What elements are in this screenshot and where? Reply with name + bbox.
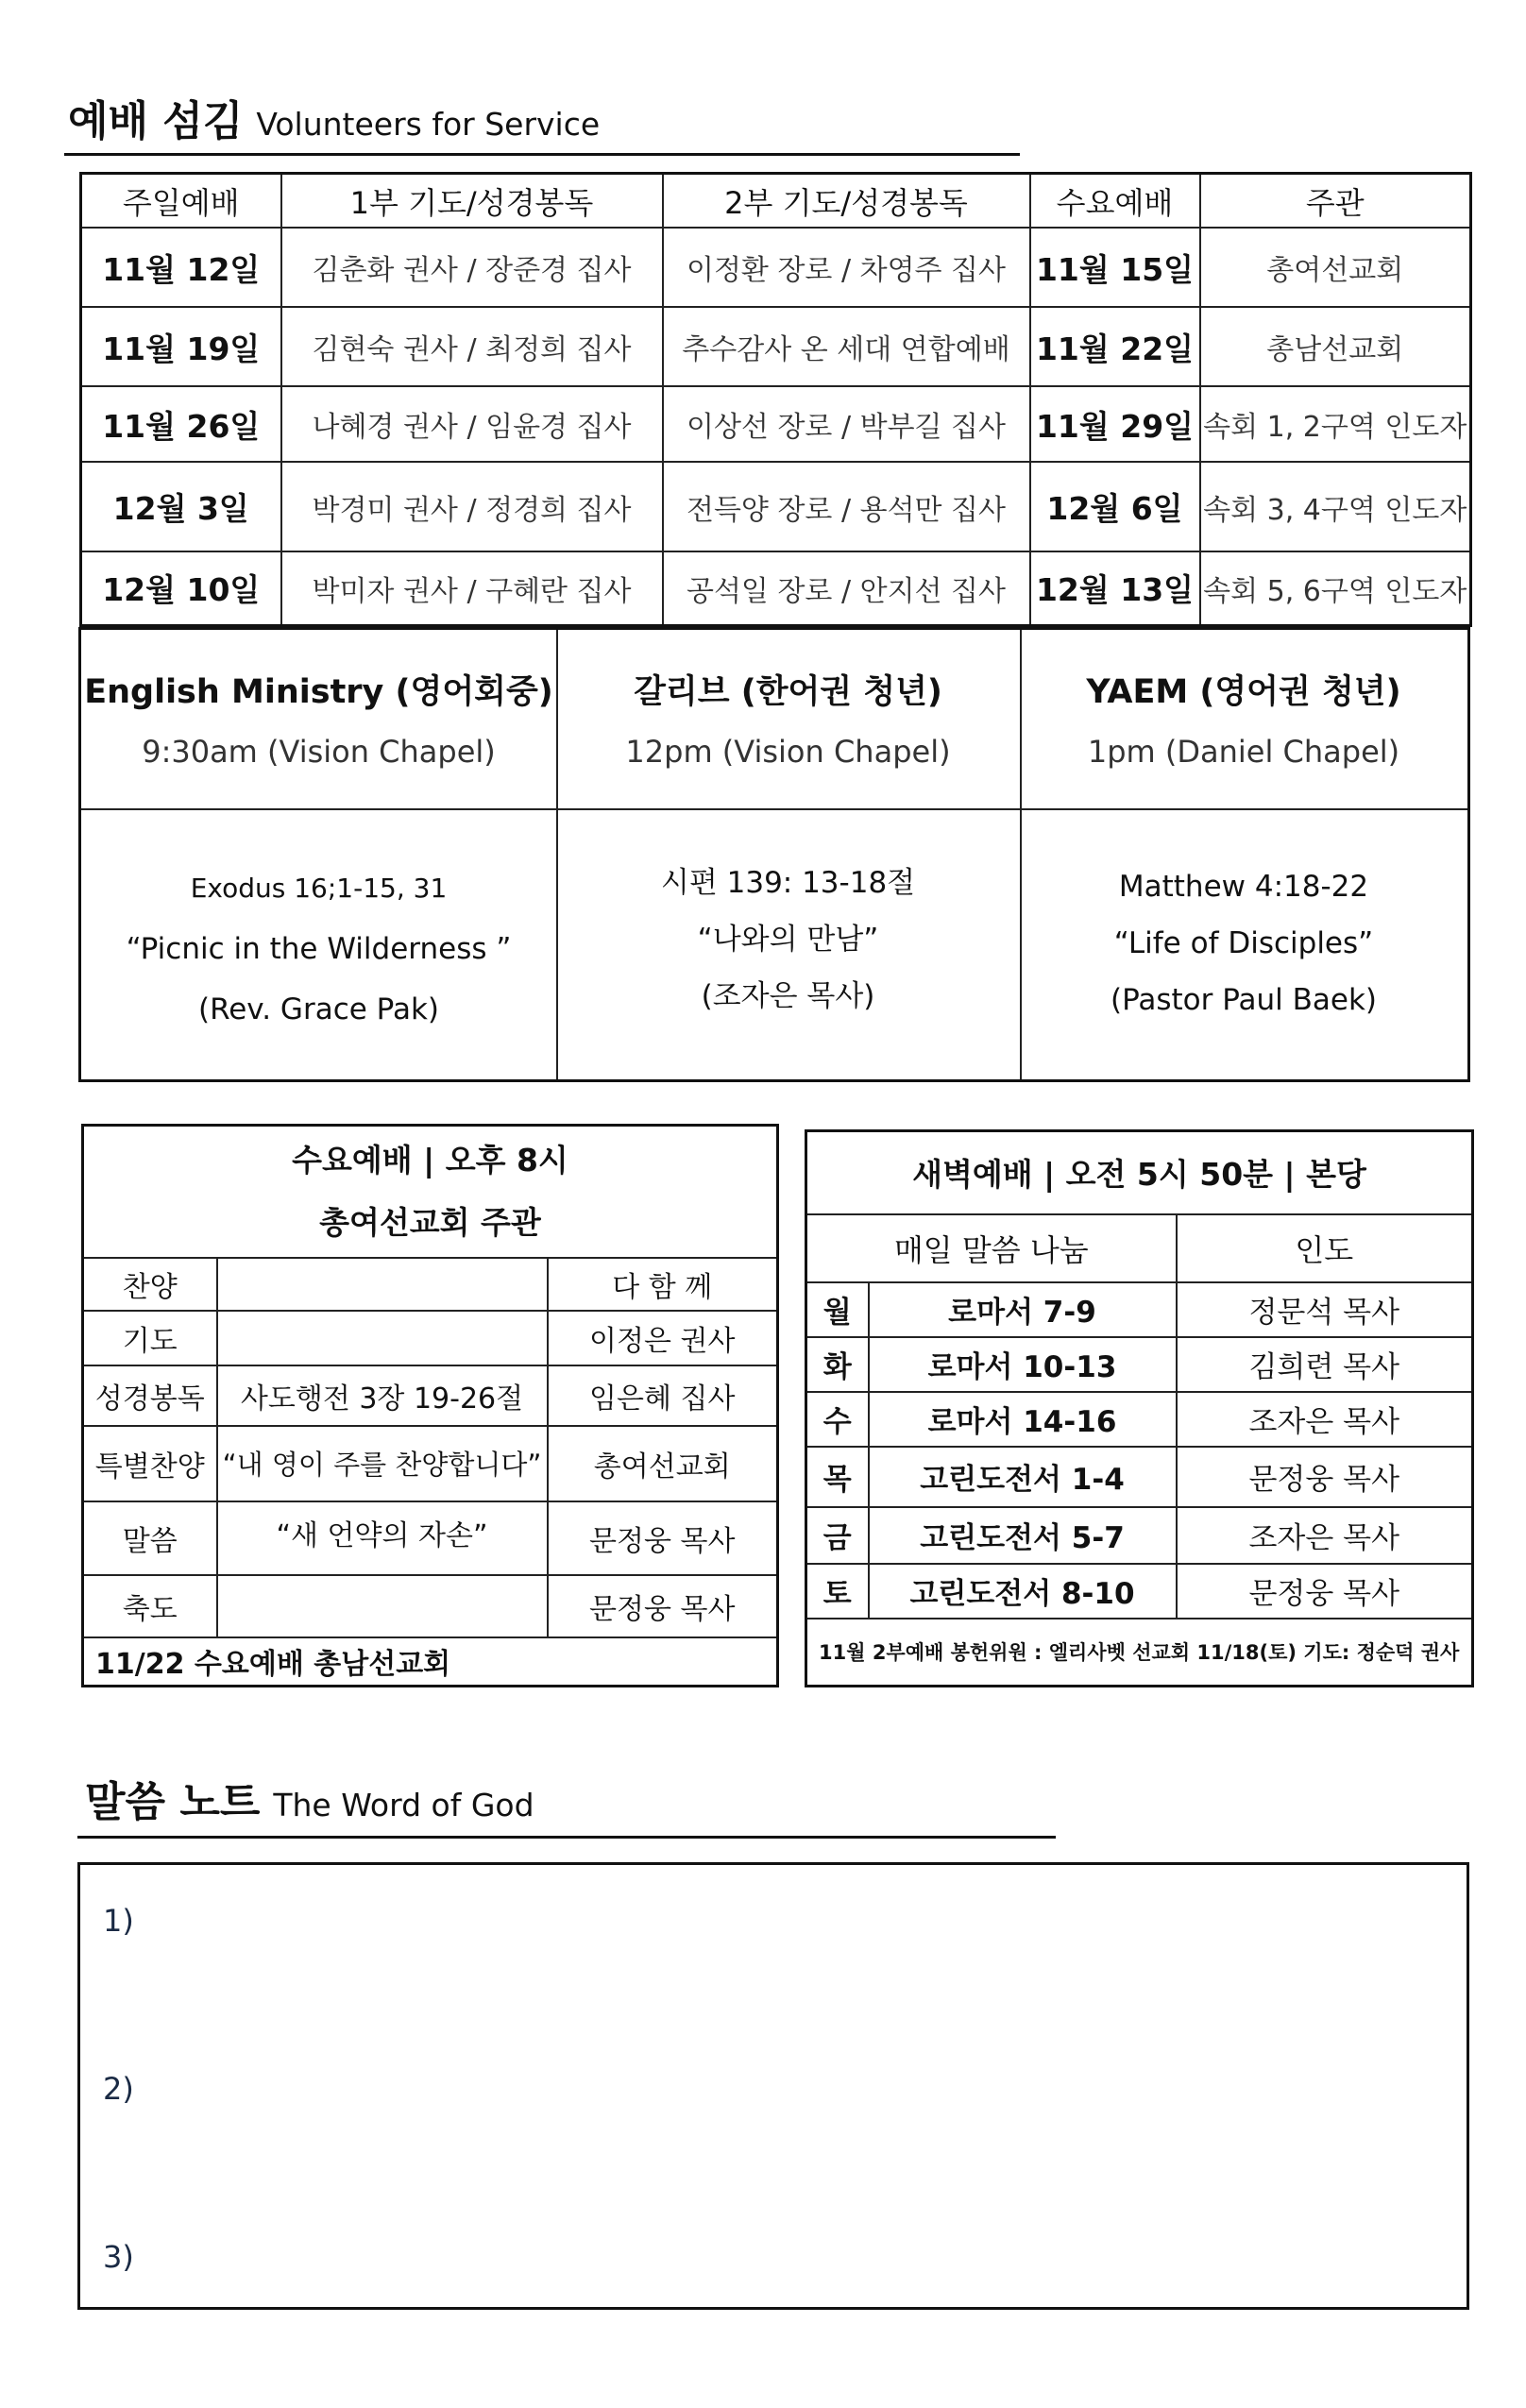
order-label: 찬양: [83, 1258, 217, 1311]
ministry-scripture: 시편 139: 13-18절: [660, 866, 916, 900]
order-label: 말씀: [83, 1501, 217, 1575]
host: 총여선교회: [1200, 228, 1471, 307]
order-label: 성경봉독: [83, 1365, 217, 1426]
dawn-day: 월: [806, 1282, 869, 1337]
header-first-service: 1부 기도/성경봉독: [281, 174, 663, 229]
sunday-date: 11월 26일: [81, 386, 281, 462]
word-note-divider: [77, 1836, 1056, 1839]
ministries-row-divider: [81, 808, 1467, 810]
dawn-day: 수: [806, 1392, 869, 1447]
sunday-date: 11월 12일: [81, 228, 281, 307]
table-row: [81, 551, 1471, 625]
ministry-title: YAEM (영어권 청년): [1086, 673, 1401, 711]
order-content: “내 영이 주를 찬양합니다”: [217, 1426, 548, 1501]
dawn-title-row: [806, 1131, 1473, 1214]
ministry-sermon-title: “나와의 만남”: [697, 923, 879, 957]
order-label: 특별찬양: [83, 1426, 217, 1501]
ministry-english: [81, 666, 556, 770]
second-service-volunteers: 공석일 장로 / 안지선 집사: [663, 551, 1030, 625]
table-row: [83, 1575, 778, 1637]
word-note-heading: [85, 1768, 534, 1828]
host: 속회 1, 2구역 인도자: [1200, 386, 1471, 462]
dawn-title: 새벽예배 | 오전 5시 50분 | 본당: [806, 1131, 1473, 1214]
order-person: 문정웅 목사: [548, 1575, 778, 1637]
ministry-yaem-sermon: [1020, 858, 1467, 1028]
volunteers-heading: [68, 87, 600, 147]
order-content: 사도행전 3장 19-26절: [217, 1365, 548, 1426]
wednesday-date: 12월 13일: [1030, 551, 1200, 625]
table-row: [81, 462, 1471, 551]
wednesday-footer-row: [83, 1637, 778, 1687]
wednesday-footer: 11/22 수요예배 총남선교회: [83, 1637, 778, 1687]
ministries-box: [78, 627, 1470, 1082]
order-content: [217, 1311, 548, 1365]
word-note-box: [77, 1862, 1469, 2310]
table-row: [81, 228, 1471, 307]
note-item-1: 1): [103, 1903, 134, 1939]
sunday-date: 12월 3일: [81, 462, 281, 551]
volunteers-table: [79, 172, 1472, 627]
second-service-volunteers: 이정환 장로 / 차영주 집사: [663, 228, 1030, 307]
dawn-day: 목: [806, 1447, 869, 1507]
dawn-footer-row: [806, 1619, 1473, 1687]
dawn-reading: 고린도전서 8-10: [869, 1564, 1177, 1619]
dawn-service-table: [805, 1129, 1474, 1687]
table-row: [83, 1426, 778, 1501]
header-host: 주관: [1200, 174, 1471, 229]
wednesday-date: 11월 22일: [1030, 307, 1200, 386]
ministry-time: 12pm (Vision Chapel): [625, 734, 951, 770]
header-sunday: 주일예배: [81, 174, 281, 229]
note-item-3: 3): [103, 2239, 134, 2275]
dawn-header-reading: 매일 말씀 나눔: [806, 1214, 1177, 1282]
dawn-day: 화: [806, 1337, 869, 1392]
volunteers-divider: [64, 153, 1020, 156]
order-person: 다 함 께: [548, 1258, 778, 1311]
dawn-footer: 11월 2부예배 봉헌위원 : 엘리사벳 선교회 11/18(토) 기도: 정순덕 권사: [806, 1619, 1473, 1687]
second-service-volunteers: 추수감사 온 세대 연합예배: [663, 307, 1030, 386]
table-row: [806, 1447, 1473, 1507]
dawn-leader: 문정웅 목사: [1177, 1447, 1473, 1507]
first-service-volunteers: 박미자 권사 / 구혜란 집사: [281, 551, 663, 625]
wednesday-title-line2: 총여선교회 주관: [319, 1203, 541, 1241]
table-row: [806, 1507, 1473, 1564]
ministry-english-sermon: [81, 858, 556, 1040]
dawn-leader: 김희련 목사: [1177, 1337, 1473, 1392]
ministry-preacher: (Pastor Paul Baek): [1110, 983, 1378, 1017]
table-row: [806, 1392, 1473, 1447]
volunteers-heading-en: Volunteers for Service: [256, 106, 601, 143]
dawn-day: 금: [806, 1507, 869, 1564]
order-person: 총여선교회: [548, 1426, 778, 1501]
ministry-time: 9:30am (Vision Chapel): [142, 734, 496, 770]
host: 총남선교회: [1200, 307, 1471, 386]
ministry-galeb-sermon: [556, 855, 1020, 1025]
dawn-leader: 조자은 목사: [1177, 1392, 1473, 1447]
table-row: [806, 1282, 1473, 1337]
ministry-yaem: [1020, 666, 1467, 770]
table-row: [81, 307, 1471, 386]
note-item-2: 2): [103, 2071, 134, 2107]
wednesday-title-line1: 수요예배 | 오후 8시: [292, 1141, 568, 1179]
ministry-time: 1pm (Daniel Chapel): [1087, 734, 1400, 770]
order-label: 기도: [83, 1311, 217, 1365]
table-row: [806, 1564, 1473, 1619]
wednesday-title: [83, 1126, 778, 1258]
wednesday-service-table: [81, 1124, 779, 1687]
ministry-title: 갈리브 (한어권 청년): [634, 673, 942, 711]
ministry-preacher: (조자은 목사): [701, 979, 875, 1013]
wednesday-date: 11월 15일: [1030, 228, 1200, 307]
order-label: 축도: [83, 1575, 217, 1637]
volunteers-header-row: [81, 174, 1471, 229]
word-note-heading-en: The Word of God: [273, 1787, 534, 1823]
order-person: 이정은 권사: [548, 1311, 778, 1365]
ministry-preacher: (Rev. Grace Pak): [197, 992, 440, 1026]
ministry-scripture: Exodus 16;1-15, 31: [190, 873, 448, 904]
volunteers-heading-ko: 예배 섬김: [68, 97, 244, 145]
dawn-reading: 로마서 14-16: [869, 1392, 1177, 1447]
second-service-volunteers: 이상선 장로 / 박부길 집사: [663, 386, 1030, 462]
table-row: [83, 1311, 778, 1365]
ministry-title: English Ministry (영어회중): [84, 673, 553, 711]
dawn-leader: 조자은 목사: [1177, 1507, 1473, 1564]
table-row: [81, 386, 1471, 462]
table-row: [806, 1337, 1473, 1392]
wednesday-title-row: [83, 1126, 778, 1258]
table-row: [83, 1258, 778, 1311]
word-note-heading-ko: 말씀 노트: [85, 1778, 261, 1826]
dawn-reading: 로마서 7-9: [869, 1282, 1177, 1337]
dawn-reading: 고린도전서 1-4: [869, 1447, 1177, 1507]
header-second-service: 2부 기도/성경봉독: [663, 174, 1030, 229]
dawn-leader: 정문석 목사: [1177, 1282, 1473, 1337]
sunday-date: 12월 10일: [81, 551, 281, 625]
first-service-volunteers: 김춘화 권사 / 장준경 집사: [281, 228, 663, 307]
order-content: “새 언약의 자손”: [217, 1501, 548, 1575]
order-person: 임은혜 집사: [548, 1365, 778, 1426]
order-content: [217, 1575, 548, 1637]
dawn-reading: 고린도전서 5-7: [869, 1507, 1177, 1564]
ministry-scripture: Matthew 4:18-22: [1118, 870, 1369, 904]
ministry-galeb: [556, 666, 1020, 770]
sunday-date: 11월 19일: [81, 307, 281, 386]
host: 속회 5, 6구역 인도자: [1200, 551, 1471, 625]
wednesday-date: 11월 29일: [1030, 386, 1200, 462]
dawn-header-row: [806, 1214, 1473, 1282]
host: 속회 3, 4구역 인도자: [1200, 462, 1471, 551]
first-service-volunteers: 나혜경 권사 / 임윤경 집사: [281, 386, 663, 462]
dawn-header-leader: 인도: [1177, 1214, 1473, 1282]
ministry-sermon-title: “Life of Disciples”: [1113, 926, 1374, 960]
table-row: [83, 1365, 778, 1426]
first-service-volunteers: 박경미 권사 / 정경희 집사: [281, 462, 663, 551]
second-service-volunteers: 전득양 장로 / 용석만 집사: [663, 462, 1030, 551]
table-row: [83, 1501, 778, 1575]
dawn-day: 토: [806, 1564, 869, 1619]
dawn-reading: 로마서 10-13: [869, 1337, 1177, 1392]
first-service-volunteers: 김현숙 권사 / 최정희 집사: [281, 307, 663, 386]
order-person: 문정웅 목사: [548, 1501, 778, 1575]
order-content: [217, 1258, 548, 1311]
dawn-leader: 문정웅 목사: [1177, 1564, 1473, 1619]
header-wednesday: 수요예배: [1030, 174, 1200, 229]
wednesday-date: 12월 6일: [1030, 462, 1200, 551]
ministry-sermon-title: “Picnic in the Wilderness ”: [126, 932, 512, 966]
